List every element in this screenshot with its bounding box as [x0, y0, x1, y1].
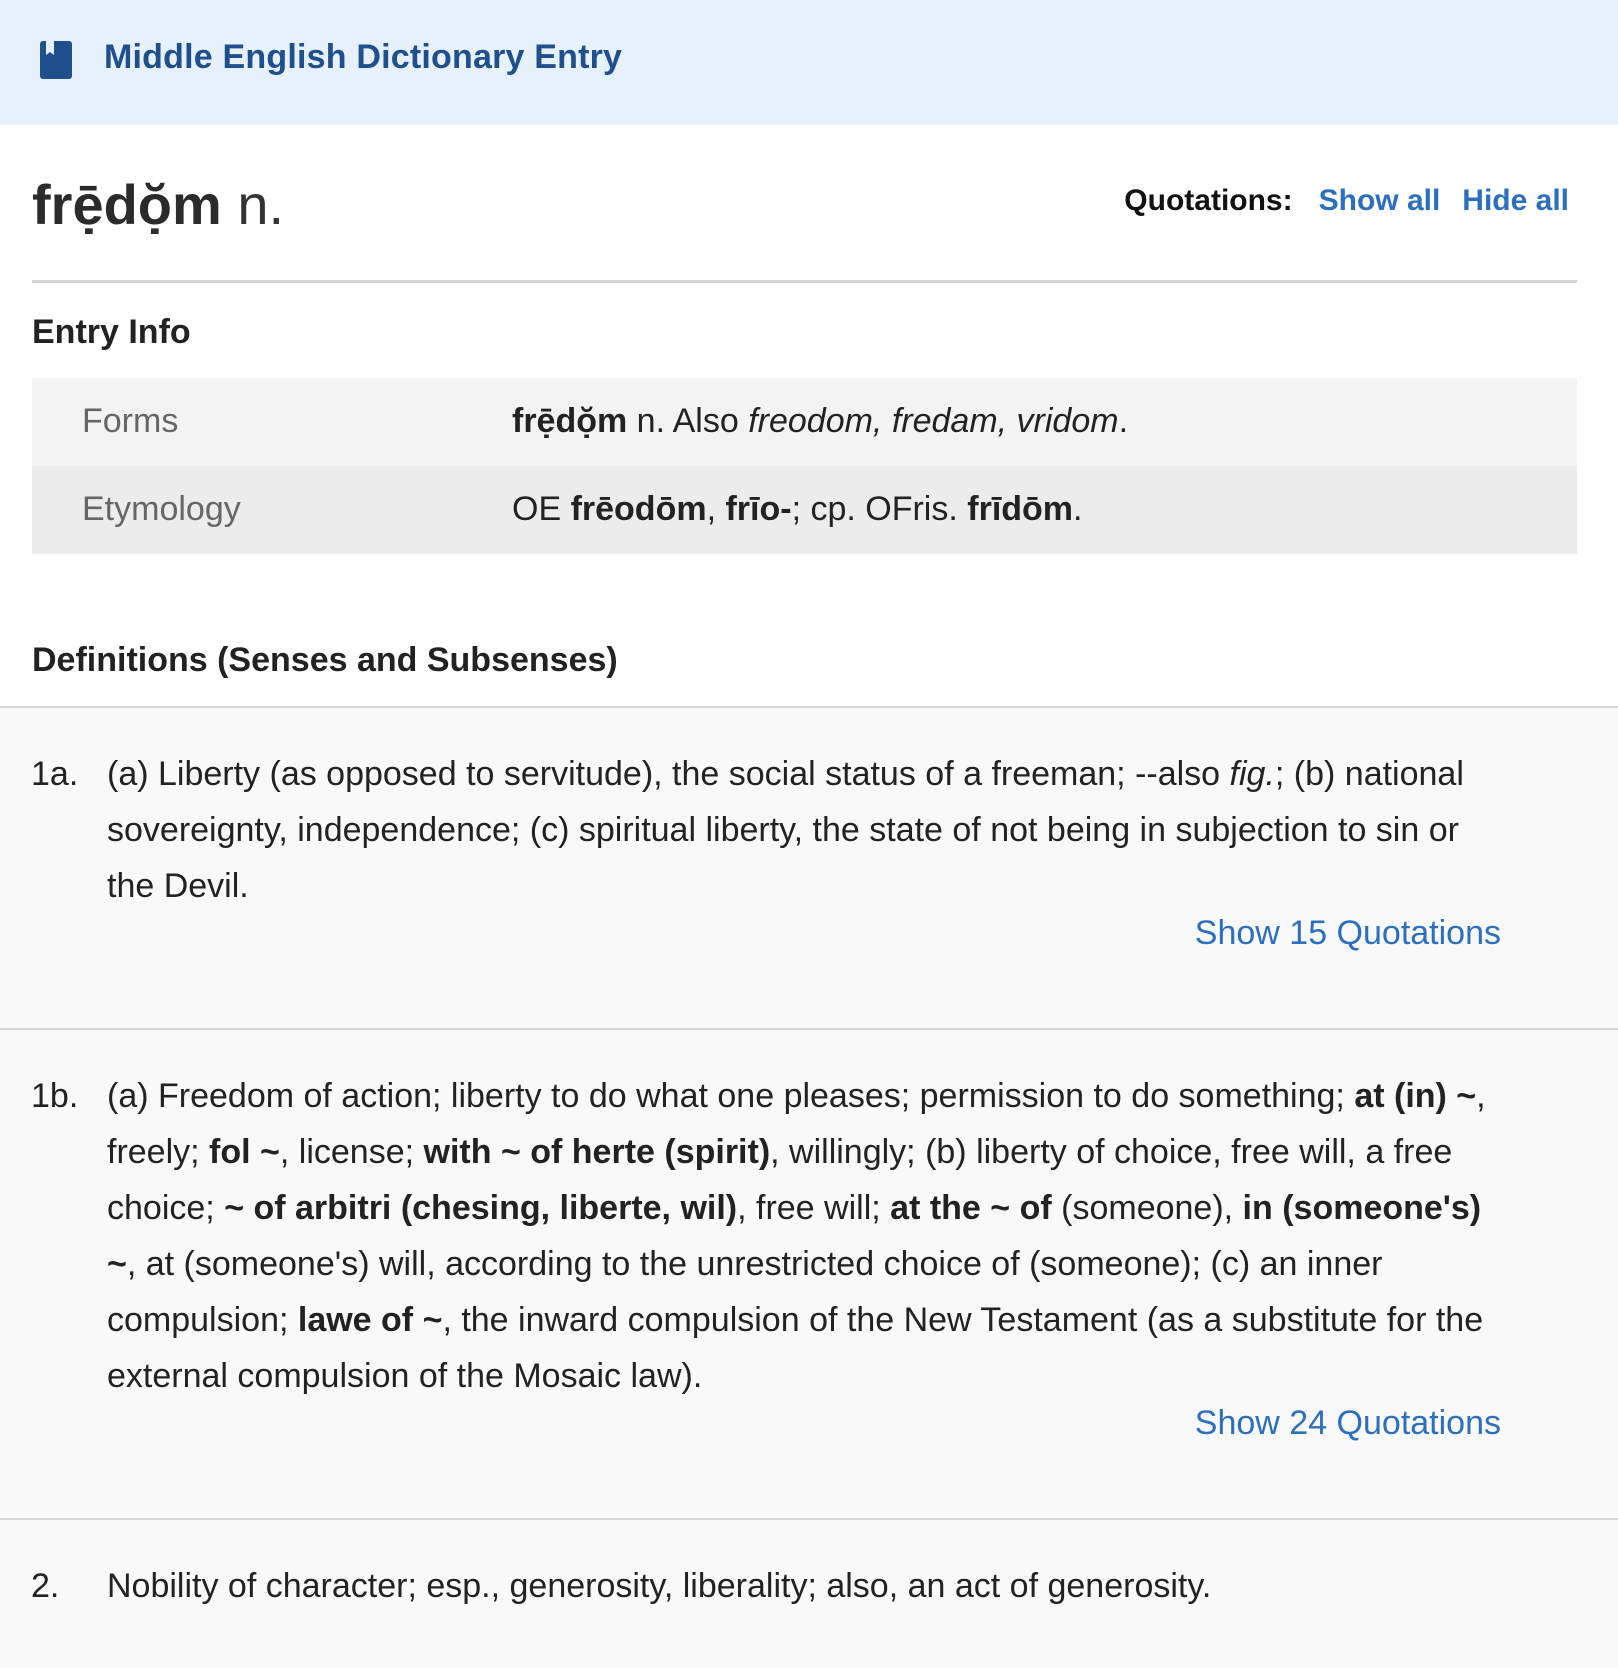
show-all-link[interactable]: Show all [1318, 184, 1441, 217]
def-text: Nobility of character; esp., generosity, liberality; also, an act of generosity. [107, 1567, 1212, 1605]
def-text: , license; [279, 1133, 424, 1171]
forms-variants: freodom, fredam, vridom [748, 402, 1119, 440]
sense-2 [0, 1520, 1618, 1668]
def-bold: at (in) ~ [1354, 1077, 1477, 1115]
def-text: (a) Freedom of action; liberty to do what one pleases; permission to do something; [107, 1077, 1355, 1115]
def-bold: at the ~ of [890, 1189, 1052, 1227]
forms-end: . [1118, 402, 1129, 440]
sense-definition [107, 1068, 1507, 1404]
show-quotations-link[interactable]: Show 15 Quotations [1194, 914, 1501, 952]
def-bold: lawe of ~ [297, 1301, 443, 1339]
sense-1b [0, 1030, 1618, 1518]
etym-text: . [1073, 490, 1083, 528]
etym-text: ; cp. OFris. [791, 490, 968, 528]
forms-pos: n. Also [627, 402, 749, 440]
def-text: , freely; [107, 1077, 1486, 1171]
def-bold: fol ~ [209, 1133, 280, 1171]
headword-pos: n. [237, 173, 285, 236]
entry-info-heading: Entry Info [32, 313, 191, 351]
definitions-heading: Definitions (Senses and Subsenses) [32, 641, 618, 679]
etymology-row [32, 466, 1577, 554]
def-bold: in (someone's) ~ [107, 1189, 1482, 1283]
def-text: , free will; [737, 1189, 891, 1227]
header-bar [0, 0, 1618, 125]
etym-text: OE [512, 490, 571, 528]
etymology-label: Etymology [82, 490, 241, 528]
hide-all-link[interactable]: Hide all [1462, 184, 1569, 217]
quotations-label: Quotations: [1124, 184, 1293, 217]
def-text: , the inward compulsion of the New Testament (as a substitute for the external compulsion of the Mosaic law). [107, 1301, 1484, 1395]
def-bold: with ~ of herte (spirit) [423, 1133, 771, 1171]
divider [32, 280, 1577, 283]
def-text: , at (someone's) will, according to the unrestricted choice of (someone); (c) an inner compulsion; [107, 1245, 1383, 1339]
def-text: , willingly; (b) liberty of choice, free will, a free choice; [107, 1133, 1453, 1227]
sense-1a [0, 708, 1618, 1028]
page-title: Middle English Dictionary Entry [104, 38, 623, 76]
etymology-value [512, 490, 1083, 529]
forms-row [32, 378, 1577, 466]
sense-number: 1b. [31, 1077, 79, 1115]
forms-headword: frẹ̄dọ̆m [512, 402, 628, 440]
def-italic: fig. [1229, 755, 1275, 793]
sense-definition [107, 1558, 1507, 1614]
def-text: (someone), [1051, 1189, 1243, 1227]
def-text: (a) Liberty (as opposed to servitude), the social status of a freeman; --also [107, 755, 1230, 793]
book-icon [40, 41, 72, 79]
sense-definition [107, 746, 1507, 914]
etym-bold: frēodōm [570, 490, 707, 528]
show-quotations-link[interactable]: Show 24 Quotations [1194, 1404, 1501, 1442]
def-text: ; (b) national sovereignty, independence; (c) spiritual liberty, the state of not being in subjection to sin or the Devil. [107, 755, 1464, 905]
def-bold: ~ of arbitri (chesing, liberte, wil) [224, 1189, 738, 1227]
forms-value [512, 402, 1128, 441]
etym-text: , [706, 490, 726, 528]
sense-number: 2. [31, 1567, 60, 1605]
etym-bold: frīdōm [967, 490, 1074, 528]
quotations-control [1124, 184, 1569, 218]
entry-headword [32, 172, 284, 237]
entry-info-table [32, 378, 1577, 554]
forms-label: Forms [82, 402, 179, 440]
headword-text: frẹ̄dọ̆m [32, 173, 222, 236]
sense-number: 1a. [31, 755, 79, 793]
etym-bold: frīo- [725, 490, 792, 528]
